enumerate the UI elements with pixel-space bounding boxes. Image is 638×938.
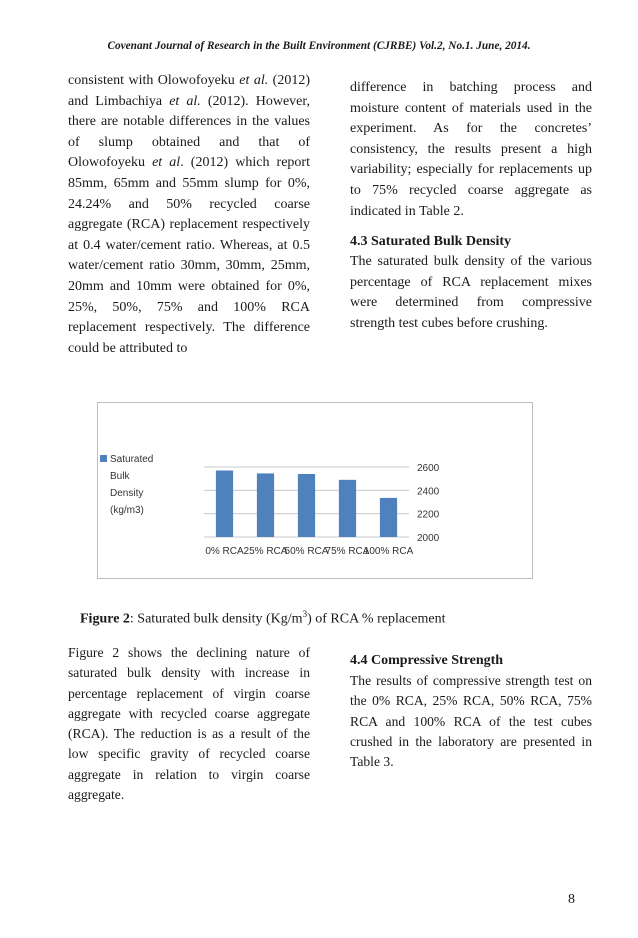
body-text-segment: . (2012) which report 85mm, 65mm and 55mm slump for 0%, 24.24% and 50% recycled coarse aggregate (RCA) replacement respectively at 0.4 water/cement ratio. Whereas, at 0.5 water/cement ratio 30mm, 30mm, 25mm, 20mm and 10mm were obtained for 0%, 25%, 50%, 75% and 100% RCA replacement respectively. The difference could be attributed to xyxy=(68,155,310,356)
saturated-bulk-density-chart xyxy=(97,402,533,579)
left-column-top-paragraph xyxy=(68,71,310,359)
bar xyxy=(216,471,233,538)
body-text-segment: consistent with Olowofoyeku xyxy=(68,73,240,88)
compressive-strength-paragraph: The results of compressive strength test on the 0% RCA, 25% RCA, 50% RCA, 75% RCA and 100% RCA of the test cubes crushed in the laboratory are presented in Table 3. xyxy=(350,673,592,770)
legend-label: Bulk xyxy=(110,471,130,482)
legend-label: Saturated xyxy=(110,454,154,465)
section-heading-compressive-strength: 4.4 Compressive Strength xyxy=(350,653,504,668)
body-text-segment: (2012) and Limbachiya xyxy=(68,73,310,109)
right-column-bottom xyxy=(350,651,592,772)
bar xyxy=(298,474,315,537)
continuation-paragraph: difference in batching process and moisture content of materials used in the experiment. As for the concretes’ consistency, the results present a high variability; especially for replacements up to 75% recycled coarse aggregate as indicated in Table 2. xyxy=(350,80,592,219)
citation-italic: et al. xyxy=(169,93,201,109)
citation-italic: et al xyxy=(152,155,181,171)
figure-label: Figure 2 xyxy=(80,611,130,627)
citation-italic: et al. xyxy=(239,73,269,88)
x-tick-label: 0% RCA xyxy=(205,546,244,557)
legend-swatch xyxy=(100,455,107,462)
saturated-bulk-density-paragraph: The saturated bulk density of the various percentage of RCA replacement mixes were determined from compressive strength test cubes before crushing. xyxy=(350,254,592,331)
left-column-bottom-paragraph: Figure 2 shows the declining nature of saturated bulk density with increase in percentage replacement of virgin coarse aggregate with recycled coarse aggregate (RCA). The reduction is as a result of the low specific gravity of recycled coarse aggregate in relation to virgin coarse aggregate. xyxy=(68,645,310,803)
chart-svg xyxy=(98,403,532,578)
right-column-top xyxy=(350,78,592,335)
x-tick-label: 50% RCA xyxy=(284,546,329,557)
legend-label: (kg/m3) xyxy=(110,505,144,516)
body-text-segment: (2012). However, there are notable differences in the values of slump obtained and that of Olowofoyeku xyxy=(68,93,310,171)
legend-label: Density xyxy=(110,488,144,499)
x-tick-label: 100% RCA xyxy=(363,546,414,557)
bar xyxy=(257,473,274,537)
y-tick-label: 2000 xyxy=(417,533,440,544)
x-tick-label: 25% RCA xyxy=(243,546,288,557)
caption-text-end: ) of RCA % replacement xyxy=(307,611,446,627)
page-number: 8 xyxy=(568,892,575,907)
caption-superscript: 3 xyxy=(302,609,308,619)
section-heading-saturated-bulk-density: 4.3 Saturated Bulk Density xyxy=(350,234,512,250)
y-tick-label: 2400 xyxy=(417,486,440,498)
figure-caption xyxy=(80,609,445,628)
bar xyxy=(339,480,356,537)
bar xyxy=(380,498,397,537)
y-tick-label: 2200 xyxy=(417,509,440,521)
x-tick-label: 75% RCA xyxy=(325,546,370,557)
y-tick-label: 2600 xyxy=(417,463,440,474)
journal-header: Covenant Journal of Research in the Built Environment (CJRBE) Vol.2, No.1. June, 2014. xyxy=(107,40,531,52)
caption-text: : Saturated bulk density (Kg/m xyxy=(129,611,303,627)
